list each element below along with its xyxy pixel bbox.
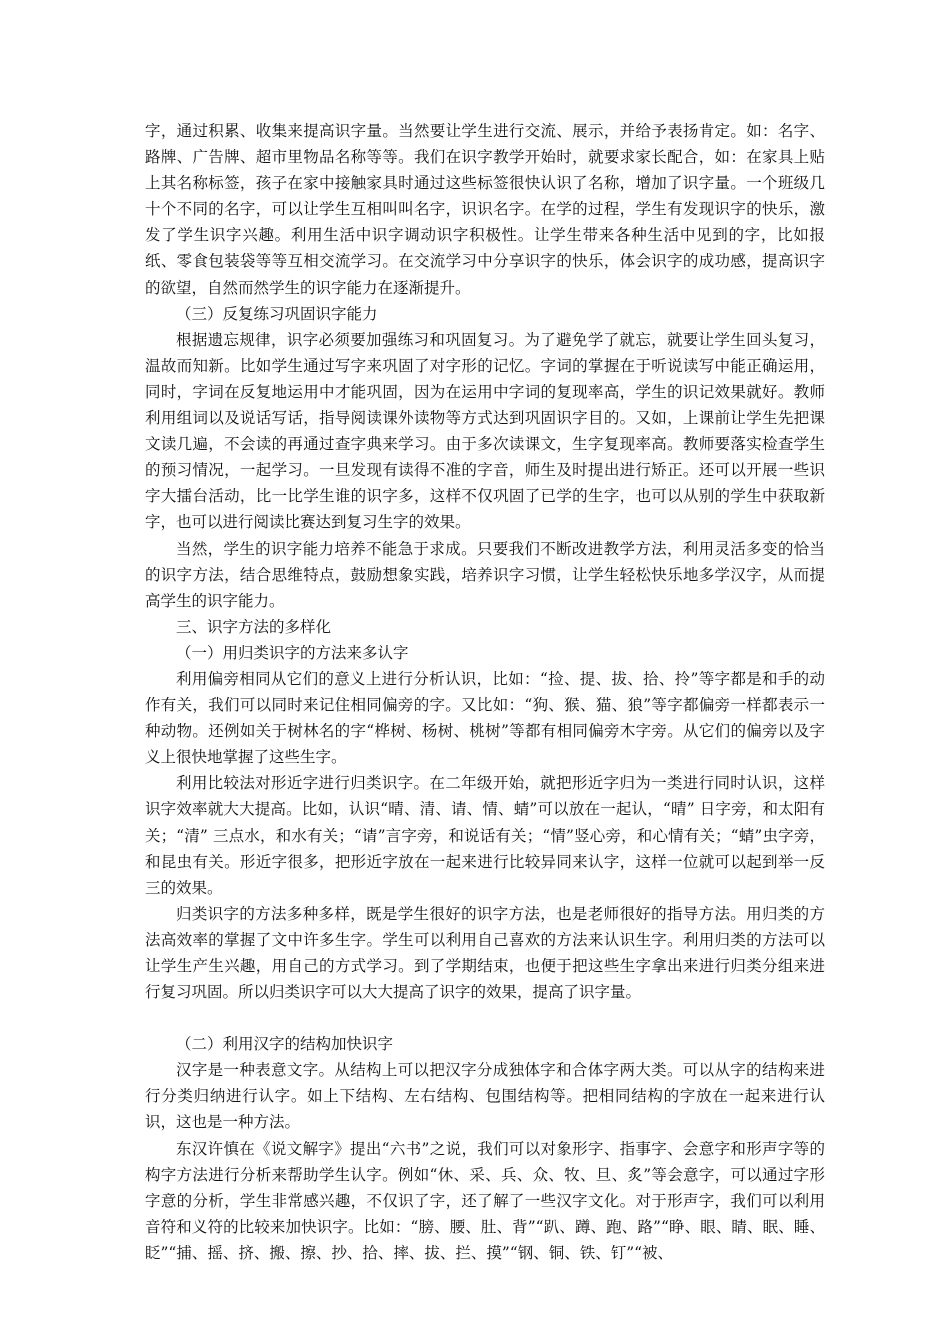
section-heading-2: （二）利用汉字的结构加快识字 — [176, 1035, 394, 1054]
body-paragraph-1: 字，通过积累、收集来提高识字量。当然要让学生进行交流、展示，并给予表扬肯定。如：名字、路牌、广告牌、超市里物品名称等等。我们在识字教学开始时，就要求家长配合，如：在家具上贴上其名称标签，孩子在家中接触家具时通过这些标签很快认识了名称，增加了识字量。一个班级几十个不同的名字，可以让学生互相叫叫名字，识识名字。在学的过程，学生有发现识字的快乐，激发了学生识字兴趣。利用生活中识字调动识字积极性。让学生带来各种生活中见到的字，比如报纸、零食包装袋等等互相交流学习。在交流学习中分享识字的快乐，体会识字的成功感，提高识字的欲望，自然而然学生的识字能力在逐渐提升。 — [145, 122, 825, 297]
body-paragraph-2: 根据遗忘规律，识字必须要加强练习和巩固复习。为了避免学了就忘，就要让学生回头复习，温故而知新。比如学生通过写字来巩固了对字形的记忆。字词的掌握在于听说读写中能正确运用，同时，字词在反复地运用中才能巩固，因为在运用中字词的复现率高，学生的识记效果就好。教师利用组词以及说话写话，指导阅读课外读物等方式达到巩固识字目的。又如，上课前让学生先把课文读几遍，不会读的再通过查字典来学习。由于多次读课文，生字复现率高。教师要落实检查学生的预习情况，一起学习。一旦发现有读得不准的字音，师生及时提出进行矫正。还可以开展一些识字大擂台活动，比一比学生谁的识字多，这样不仅巩固了已学的生字，也可以从别的学生中获取新字，也可以进行阅读比赛达到复习生字的效果。 — [145, 330, 825, 532]
section-heading-1: （一）用归类识字的方法来多认字 — [176, 643, 409, 662]
body-paragraph-6: 归类识字的方法多种多样，既是学生很好的识字方法，也是老师很好的指导方法。用归类的方法高效率的掌握了文中许多生字。学生可以利用自己喜欢的方法来认识生字。利用归类的方法可以让学生产生兴趣，用自己的方式学习。到了学期结束，也便于把这些生字拿出来进行归类分组来进行复习巩固。所以归类识字可以大大提高了识字的效果，提高了识字量。 — [145, 904, 825, 1002]
chapter-heading-3: 三、识字方法的多样化 — [176, 617, 332, 636]
body-paragraph-4: 利用偏旁相同从它们的意义上进行分析认识，比如：“捡、提、拔、拾、拎”等字都是和手的动作有关，我们可以同时来记住相同偏旁的字。又比如：“狗、猴、猫、狼”等字都偏旁一样都表示一种动物。还例如关于树林名的字“桦树、杨树、桃树”等都有相同偏旁木字旁。从它们的偏旁以及字义上很快地掌握了这些生字。 — [145, 669, 825, 767]
section-heading-3: （三）反复练习巩固识字能力 — [176, 304, 378, 323]
blank-line — [145, 1005, 825, 1031]
body-paragraph-3: 当然，学生的识字能力培养不能急于求成。只要我们不断改进教学方法，利用灵活多变的恰当的识字方法，结合思维特点，鼓励想象实践，培养识字习惯，让学生轻松快乐地多学汉字，从而提高学生的识字能力。 — [145, 539, 825, 610]
body-paragraph-5: 利用比较法对形近字进行归类识字。在二年级开始，就把形近字归为一类进行同时认识，这样识字效率就大大提高。比如，认识“晴、清、请、情、蜻”可以放在一起认，“晴” 日字旁，和太阳有关；“清” 三点水，和水有关；“请”言字旁，和说话有关；“情”竖心旁，和心情有关；“蜻”虫字旁，和昆虫有关。形近字很多，把形近字放在一起来进行比较异同来认字，这样一位就可以起到举一反三的效果。 — [145, 774, 825, 897]
body-paragraph-7: 汉字是一种表意文字。从结构上可以把汉字分成独体字和合体字两大类。可以从字的结构来进行分类归纳进行认字。如上下结构、左右结构、包围结构等。把相同结构的字放在一起来进行认识，这也是一种方法。 — [145, 1061, 825, 1132]
document-page — [145, 118, 825, 1266]
body-paragraph-8: 东汉许慎在《说文解字》提出“六书”之说，我们可以对象形字、指事字、会意字和形声字等的构字方法进行分析来帮助学生认字。例如“休、采、兵、众、牧、旦、炙”等会意字，可以通过字形字意的分析，学生非常感兴趣，不仅识了字，还了解了一些汉字文化。对于形声字，我们可以利用音符和义符的比较来加快识字。比如：“膀、腰、肚、背”“趴、蹲、跑、路”“睁、眼、睛、眠、睡、眨”“捕、摇、挤、搬、擦、抄、拾、摔、拔、拦、摸”“钢、铜、铁、钉”“被、 — [145, 1139, 825, 1262]
